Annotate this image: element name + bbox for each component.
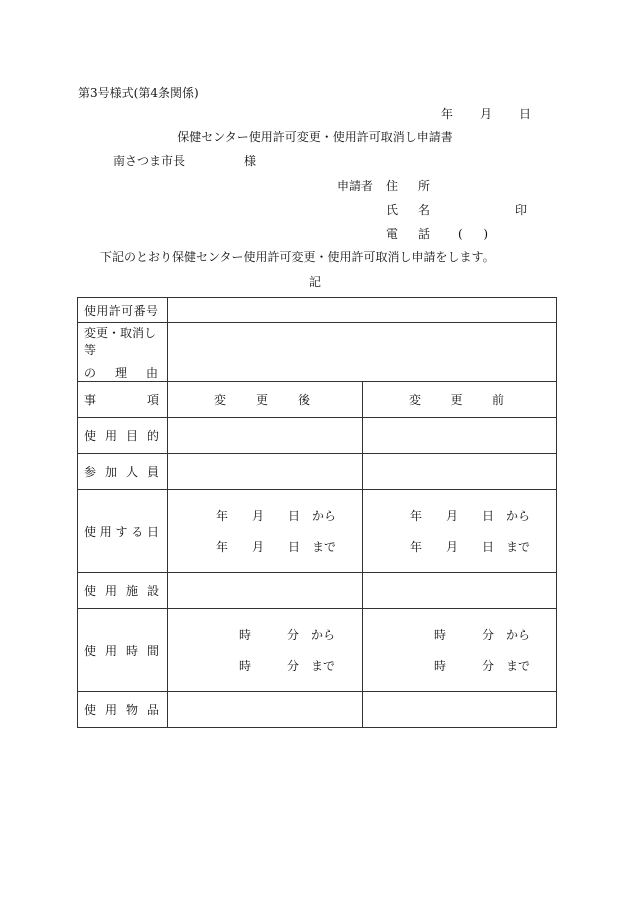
label-char: 用 xyxy=(104,643,117,658)
label-char: 時 xyxy=(125,643,138,658)
year-char: 年 xyxy=(410,540,423,554)
from-text: から xyxy=(311,509,336,523)
item-label xyxy=(78,382,168,418)
minute-char: 分 xyxy=(286,628,299,642)
from-text: から xyxy=(310,628,335,642)
month-char: 月 xyxy=(251,509,264,523)
facility-before-field[interactable] xyxy=(363,573,557,609)
table-row-use-time xyxy=(78,609,557,692)
label-char: 使 xyxy=(84,703,97,717)
application-table xyxy=(77,297,557,728)
seal-mark: 印 xyxy=(515,203,528,217)
participants-before-field[interactable] xyxy=(363,454,557,490)
label-char: 人 xyxy=(125,465,138,479)
table-row-equipment xyxy=(78,692,557,728)
use-time-before-field[interactable] xyxy=(363,609,557,692)
label-char: 目 xyxy=(125,429,138,443)
from-text: から xyxy=(505,509,530,523)
ki-heading: 記 xyxy=(308,275,321,289)
paren-open: ( xyxy=(458,227,463,241)
name-label-char: 名 xyxy=(417,203,430,217)
purpose-label xyxy=(78,418,168,454)
date-day: 日 xyxy=(518,107,531,121)
header-char: 更 xyxy=(450,393,463,407)
from-text: から xyxy=(505,628,530,642)
label-char: 号 xyxy=(145,303,158,318)
day-char: 日 xyxy=(481,540,494,554)
label-char: 項 xyxy=(146,393,159,407)
label-char: 加 xyxy=(104,465,117,479)
reason-label xyxy=(78,323,168,382)
label-char: 員 xyxy=(146,465,159,479)
hour-char: 時 xyxy=(434,659,447,673)
permit-number-field[interactable] xyxy=(168,298,557,323)
label-char: 用 xyxy=(96,303,109,318)
label-char: 使 xyxy=(84,303,97,318)
year-char: 年 xyxy=(216,540,229,554)
honorific: 様 xyxy=(244,154,257,168)
label-char: 使 xyxy=(84,584,97,598)
label-char: 間 xyxy=(146,643,159,658)
until-text: まで xyxy=(311,540,336,554)
table-row-reason xyxy=(78,323,557,382)
document-title: 保健センター使用許可変更・使用許可取消し申請書 xyxy=(177,130,453,144)
label-char: 参 xyxy=(84,465,97,479)
use-time-after-field[interactable] xyxy=(168,609,363,692)
facility-label xyxy=(78,573,168,609)
facility-after-field[interactable] xyxy=(168,573,363,609)
year-char: 年 xyxy=(216,509,229,523)
label-char: 品 xyxy=(146,703,159,717)
month-char: 月 xyxy=(445,509,458,523)
after-change-header xyxy=(168,382,363,418)
name-label xyxy=(386,203,430,217)
applicant-name-row[interactable] xyxy=(386,203,430,217)
label-char: 由 xyxy=(145,365,158,380)
hour-char: 時 xyxy=(239,628,252,642)
header-char: 変 xyxy=(214,393,227,407)
table-row-participants xyxy=(78,454,557,490)
permit-number-label xyxy=(78,298,168,323)
day-char: 日 xyxy=(481,509,494,523)
date-line[interactable] xyxy=(441,107,531,121)
use-time-label xyxy=(78,609,168,692)
label-char: 用 xyxy=(104,703,117,717)
label-char: す xyxy=(115,524,128,539)
day-char: 日 xyxy=(287,509,300,523)
equipment-after-field[interactable] xyxy=(168,692,363,728)
until-text: まで xyxy=(505,659,530,673)
participants-label xyxy=(78,454,168,490)
use-date-before-field[interactable] xyxy=(363,490,557,573)
address-label xyxy=(386,179,430,193)
label-char: 物 xyxy=(125,703,138,717)
intro-text: 下記のとおり保健センター使用許可変更・使用許可取消し申請をします。 xyxy=(100,250,495,264)
applicant-address-row[interactable] xyxy=(386,179,430,193)
hour-char: 時 xyxy=(434,628,447,642)
address-label-char: 住 xyxy=(386,179,399,193)
hour-char: 時 xyxy=(239,659,252,673)
phone-parens xyxy=(458,227,488,241)
table-row-use-date xyxy=(78,490,557,573)
label-char: 設 xyxy=(146,584,159,598)
use-date-after-field[interactable] xyxy=(168,490,363,573)
label-char: 施 xyxy=(125,584,138,598)
minute-char: 分 xyxy=(481,659,494,673)
label-char: 許 xyxy=(108,303,121,318)
addressee: 南さつま市長 xyxy=(113,154,186,168)
minute-char: 分 xyxy=(481,628,494,642)
label-char: 用 xyxy=(104,584,117,598)
month-char: 月 xyxy=(251,540,264,554)
label-char: 使 xyxy=(84,643,97,658)
day-char: 日 xyxy=(287,540,300,554)
purpose-after-field[interactable] xyxy=(168,418,363,454)
reason-label-line1: 変更・取消し等 xyxy=(84,325,157,357)
phone-label-char: 電 xyxy=(386,227,399,241)
label-char: 用 xyxy=(99,524,112,539)
table-row-facility xyxy=(78,573,557,609)
equipment-before-field[interactable] xyxy=(363,692,557,728)
label-char: 用 xyxy=(104,429,117,443)
minute-char: 分 xyxy=(286,659,299,673)
table-row-purpose xyxy=(78,418,557,454)
date-month: 月 xyxy=(479,107,492,121)
label-char: 使 xyxy=(84,429,97,443)
until-text: まで xyxy=(505,540,530,554)
label-char: 的 xyxy=(146,429,159,443)
label-char: 事 xyxy=(84,393,97,407)
label-char: る xyxy=(131,524,144,539)
header-char: 後 xyxy=(297,393,310,407)
header-char: 前 xyxy=(491,393,504,407)
label-char: の xyxy=(84,365,97,380)
reason-field[interactable] xyxy=(168,323,557,382)
phone-label-char: 話 xyxy=(417,227,430,241)
paren-close: ) xyxy=(483,227,488,241)
equipment-label xyxy=(78,692,168,728)
applicant-label: 申請者 xyxy=(337,179,374,193)
purpose-before-field[interactable] xyxy=(363,418,557,454)
table-row-permit-number xyxy=(78,298,557,323)
name-label-char: 氏 xyxy=(386,203,399,217)
label-char: 可 xyxy=(121,303,134,318)
address-label-char: 所 xyxy=(417,179,430,193)
table-row-header xyxy=(78,382,557,418)
header-char: 更 xyxy=(255,393,268,407)
phone-label xyxy=(386,227,430,241)
applicant-phone-row[interactable] xyxy=(386,227,430,241)
form-number: 第3号様式(第4条関係) xyxy=(78,86,199,100)
participants-after-field[interactable] xyxy=(168,454,363,490)
label-char: 番 xyxy=(133,303,146,318)
header-char: 変 xyxy=(409,393,422,407)
before-change-header xyxy=(363,382,557,418)
label-char: 理 xyxy=(114,365,127,380)
year-char: 年 xyxy=(410,509,423,523)
until-text: まで xyxy=(310,659,335,673)
month-char: 月 xyxy=(445,540,458,554)
label-char: 日 xyxy=(146,524,159,539)
label-char: 使 xyxy=(84,524,97,539)
date-year: 年 xyxy=(441,107,454,121)
use-date-label xyxy=(78,490,168,573)
